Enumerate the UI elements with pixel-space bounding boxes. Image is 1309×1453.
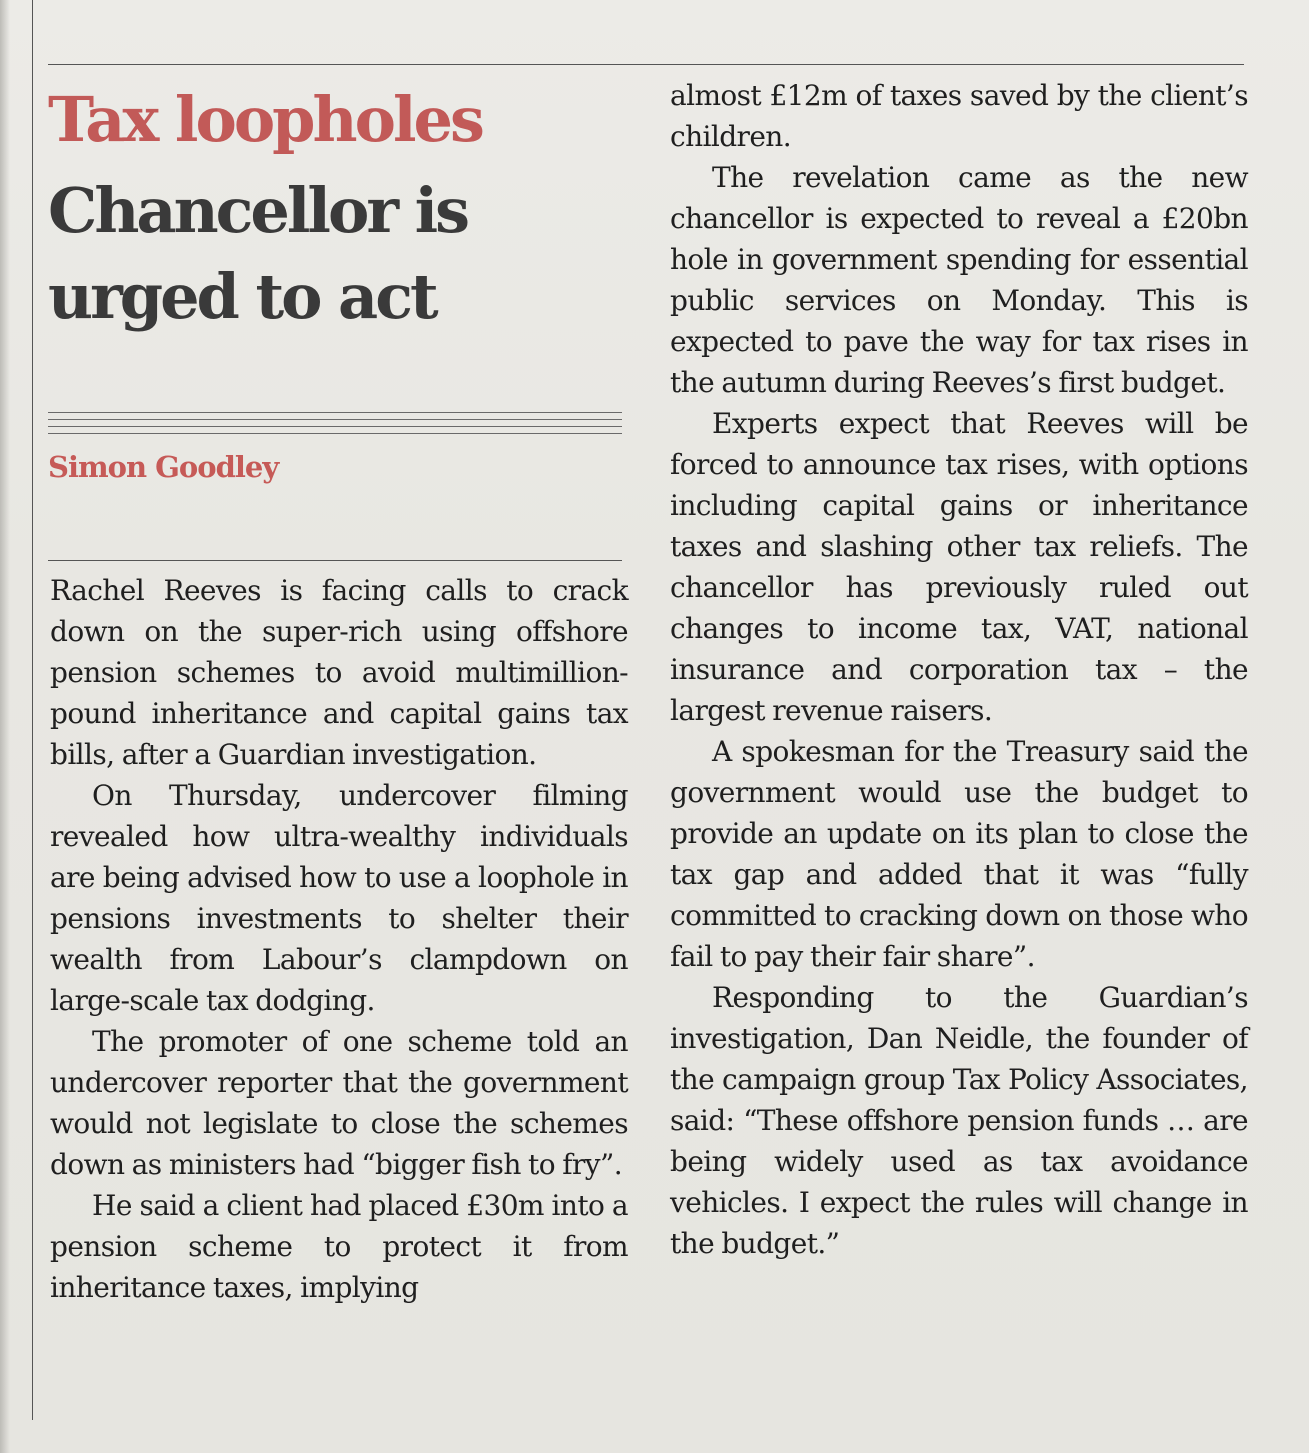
article-column-2 <box>670 75 1248 1264</box>
article-kicker: Tax loopholes <box>48 83 482 156</box>
paragraph: A spokesman for the Treasury said the government would use the budget to provide an update on its plan to close the tax gap and added that it was “fully committed to cracking down on those who fail to pay their fair share”. <box>670 735 1248 973</box>
article-column-1 <box>50 570 628 1308</box>
top-rule <box>48 64 1244 65</box>
paragraph: The promoter of one scheme told an undercover reporter that the government would not legislate to close the schemes down as ministers had “bigger fish to fry”. <box>50 1025 628 1181</box>
paragraph: Responding to the Guardian’s investigation, Dan Neidle, the founder of the campaign group Tax Policy Associates, said: “These offshore pension funds … are being widely used as tax avoidance vehicles. I expect the rules will change in the budget.” <box>670 981 1248 1260</box>
page-edge-shadow <box>0 0 10 1453</box>
paragraph: He said a client had placed £30m into a pension scheme to protect it from inheritance taxes, implying <box>50 1189 628 1304</box>
byline-divider <box>48 560 622 561</box>
paragraph: The revelation came as the new chancellor is expected to reveal a £20bn hole in government spending for essential public services on Monday. This is expected to pave the way for tax rises in the autumn during Reeves’s first budget. <box>670 161 1248 399</box>
column-divider-left <box>32 0 33 1420</box>
paragraph: Experts expect that Reeves will be forced to announce tax rises, with options including capital gains or inheritance taxes and slashing other tax reliefs. The chancellor has previously ruled out changes to income tax, VAT, national insurance and corporation tax – the largest revenue raisers. <box>670 407 1248 727</box>
paragraph: On Thursday, undercover filming revealed how ultra-wealthy individuals are being advised how to use a loophole in pensions investments to shelter their wealth from Labour’s clampdown on large-scale tax dodging. <box>50 779 628 1017</box>
article-byline: Simon Goodley <box>48 450 279 484</box>
article-headline: Chancellor is urged to act <box>48 174 468 333</box>
byline-rules <box>48 412 622 436</box>
paragraph: Rachel Reeves is facing calls to crack down on the super-rich using offshore pension schemes to avoid multimillion-pound inheritance and capital gains tax bills, after a Guardian investigation. <box>50 574 628 771</box>
paragraph: almost £12m of taxes saved by the client’s children. <box>670 79 1248 153</box>
